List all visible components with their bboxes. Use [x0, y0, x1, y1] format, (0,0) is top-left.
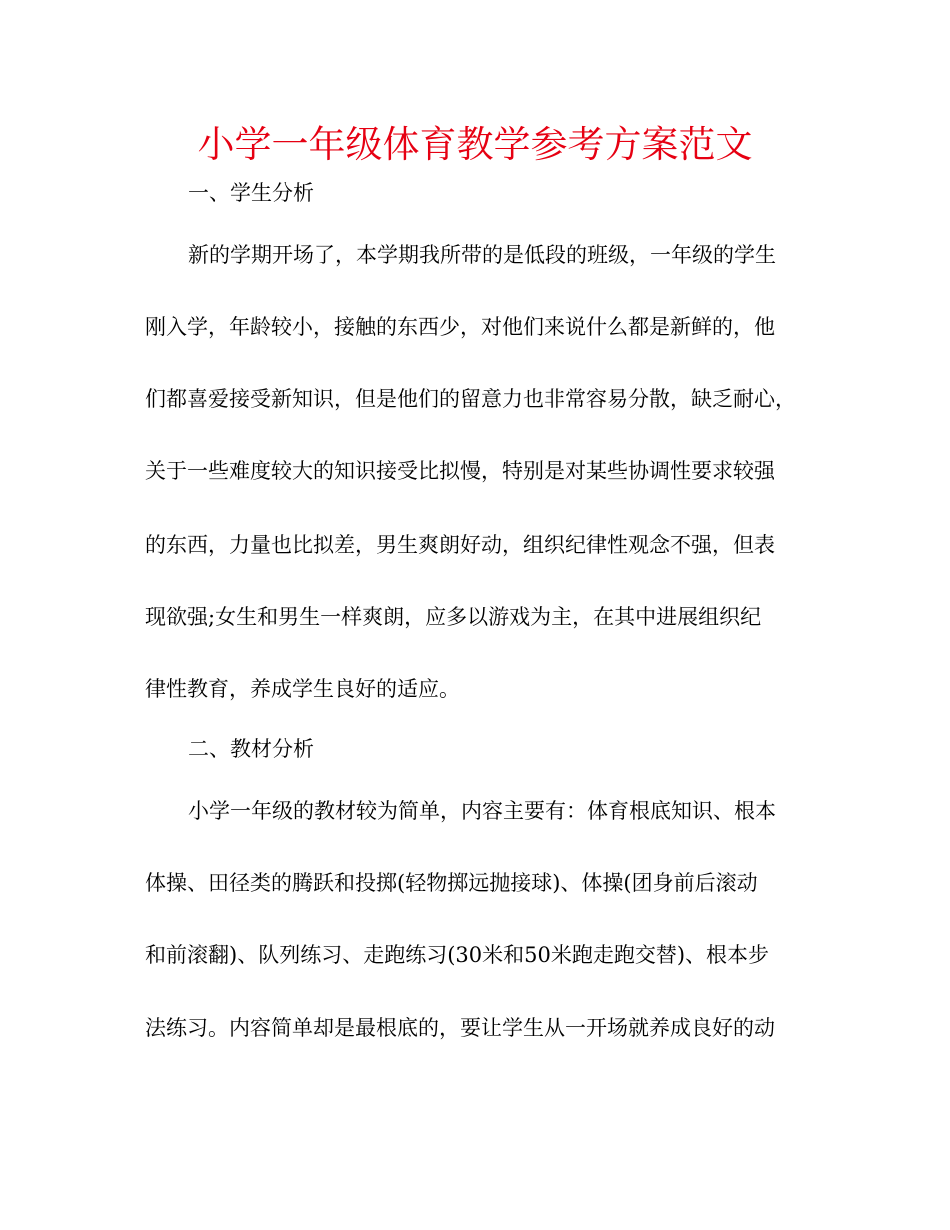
section-heading-textbook-analysis: 二、教材分析 [188, 737, 314, 761]
paragraph-line: 律性教育，养成学生良好的适应。 [145, 677, 460, 701]
paragraph-line: 体操、田径类的腾跃和投掷(轻物掷远抛接球)、体操(团身前后滚动 [145, 871, 758, 895]
section-heading-student-analysis: 一、学生分析 [188, 181, 314, 205]
paragraph-line: 关于一些难度较大的知识接受比拟慢，特别是对某些协调性要求较强 [145, 459, 775, 483]
paragraph-line: 和前滚翻)、队列练习、走跑练习(30米和50米跑走跑交替)、根本步 [145, 943, 770, 967]
paragraph-line: 现欲强;女生和男生一样爽朗，应多以游戏为主，在其中进展组织纪 [145, 605, 762, 629]
paragraph-line: 们都喜爱接受新知识，但是他们的留意力也非常容易分散，缺乏耐心， [145, 387, 796, 411]
paragraph-line: 小学一年级的教材较为简单，内容主要有：体育根底知识、根本 [188, 799, 776, 823]
paragraph-line: 刚入学，年龄较小，接触的东西少，对他们来说什么都是新鲜的，他 [145, 315, 775, 339]
paragraph-line: 的东西，力量也比拟差，男生爽朗好动，组织纪律性观念不强，但表 [145, 533, 775, 557]
paragraph-line: 新的学期开场了，本学期我所带的是低段的班级，一年级的学生 [188, 243, 776, 267]
document-title: 小学一年级体育教学参考方案范文 [197, 123, 753, 166]
paragraph-line: 法练习。内容简单却是最根底的，要让学生从一开场就养成良好的动 [145, 1016, 775, 1040]
